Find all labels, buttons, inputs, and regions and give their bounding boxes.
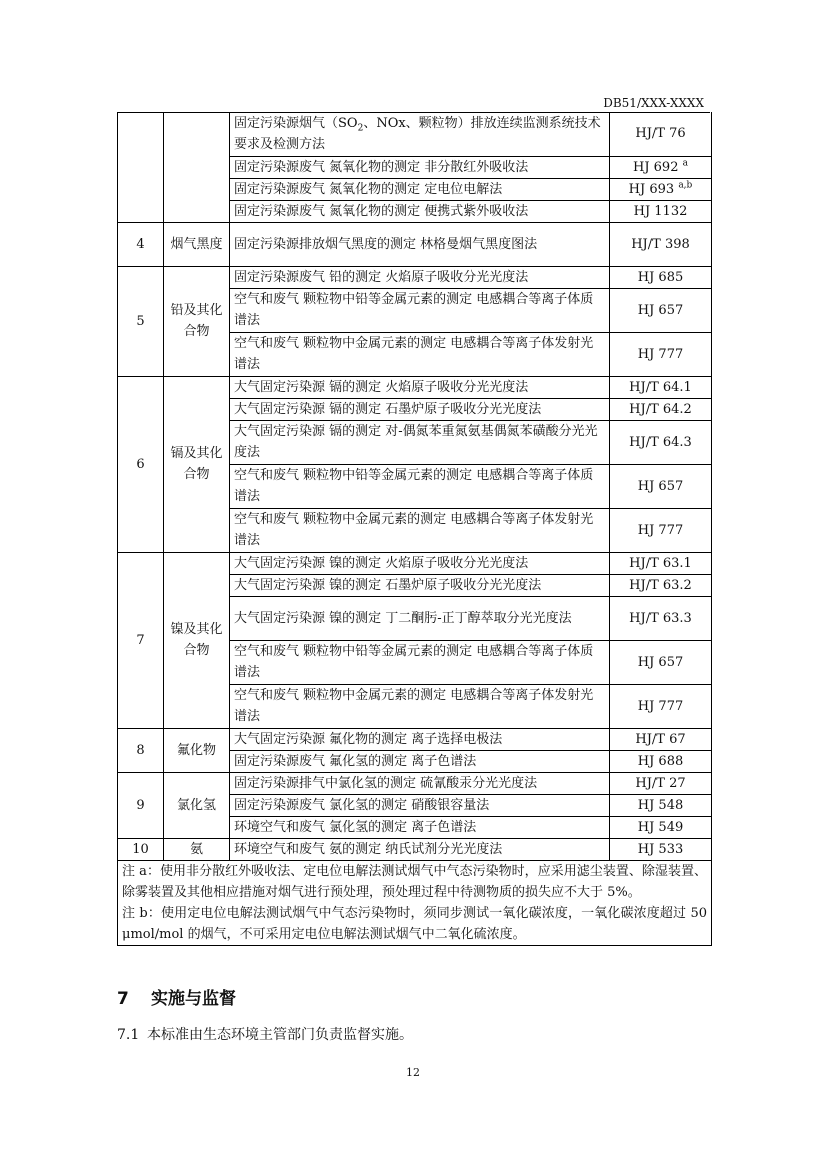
item-cell: 镉及其化合物 [164, 376, 230, 552]
method-cell: 固定污染源废气 氟化氢的测定 离子色谱法 [230, 750, 610, 772]
standard-code-cell: HJ 693 $^{a,b}$ [610, 178, 712, 200]
method-cell: 环境空气和废气 氨的测定 纳氏试剂分光光度法 [230, 838, 610, 860]
table-row [118, 376, 712, 398]
table-row [118, 266, 712, 288]
standard-code-cell: HJ/T 67 [610, 728, 712, 750]
row-number-cell: 6 [118, 376, 164, 552]
method-cell: 固定污染源烟气（$SO_2$、NOx、颗粒物）排放连续监测系统技术要求及检测方法 [230, 112, 610, 156]
row-number-cell [118, 112, 164, 222]
standard-code-cell: HJ/T 63.1 [610, 552, 712, 574]
method-cell: 空气和废气 颗粒物中金属元素的测定 电感耦合等离子体发射光谱法 [230, 508, 610, 552]
row-number-cell: 9 [118, 772, 164, 838]
table-row [118, 552, 712, 574]
standard-code-cell: HJ 1132 [610, 200, 712, 222]
section-heading [117, 984, 236, 1009]
standard-code-cell: HJ 777 [610, 332, 712, 376]
item-cell: 氯化氢 [164, 772, 230, 838]
row-number-cell: 4 [118, 222, 164, 266]
item-cell: 铅及其化合物 [164, 266, 230, 376]
section-title: 实施与监督 [151, 989, 236, 1009]
note-b: 注 b：使用定电位电解法测试烟气中气态污染物时，须同步测试一氧化碳浓度，一氧化碳浓度超过 50 μmol/mol 的烟气，不可采用定电位电解法测试烟气中二氧化硫浓度。 [122, 905, 707, 942]
standard-code-cell: HJ/T 63.2 [610, 574, 712, 596]
method-cell: 空气和废气 颗粒物中铅等金属元素的测定 电感耦合等离子体质谱法 [230, 464, 610, 508]
standard-code-cell: HJ 657 [610, 464, 712, 508]
row-number-cell: 5 [118, 266, 164, 376]
method-table [117, 112, 712, 946]
table-notes-row [118, 860, 712, 945]
clause-number: 7.1 [117, 1027, 140, 1043]
standard-code-cell: HJ/T 76 [610, 112, 712, 156]
page-number: 12 [406, 1066, 420, 1079]
method-cell: 大气固定污染源 镍的测定 火焰原子吸收分光光度法 [230, 552, 610, 574]
method-cell: 环境空气和废气 氯化氢的测定 离子色谱法 [230, 816, 610, 838]
standard-code-cell: HJ 692 $^a$ [610, 156, 712, 178]
standard-code-cell: HJ 685 [610, 266, 712, 288]
method-cell: 大气固定污染源 镍的测定 丁二酮肟-正丁醇萃取分光光度法 [230, 596, 610, 640]
document-code: DB51/XXX-XXXX [603, 96, 704, 110]
standard-code-cell: HJ 777 [610, 508, 712, 552]
clause-text: 本标准由生态环境主管部门负责监督实施。 [147, 1027, 413, 1043]
method-cell: 固定污染源废气 氮氧化物的测定 定电位电解法 [230, 178, 610, 200]
standard-code-cell: HJ 657 [610, 640, 712, 684]
method-cell: 空气和废气 颗粒物中金属元素的测定 电感耦合等离子体发射光谱法 [230, 332, 610, 376]
table-row [118, 222, 712, 266]
table-notes [118, 860, 712, 945]
table-row [118, 112, 712, 156]
clause-7-1 [117, 1024, 413, 1044]
method-cell: 空气和废气 颗粒物中金属元素的测定 电感耦合等离子体发射光谱法 [230, 684, 610, 728]
method-cell: 固定污染源废气 氯化氢的测定 硝酸银容量法 [230, 794, 610, 816]
standard-code-cell: HJ 548 [610, 794, 712, 816]
method-cell: 大气固定污染源 氟化物的测定 离子选择电极法 [230, 728, 610, 750]
standard-code-cell: HJ 549 [610, 816, 712, 838]
table-row [118, 728, 712, 750]
table-row [118, 772, 712, 794]
item-cell: 氟化物 [164, 728, 230, 772]
table-row [118, 838, 712, 860]
standard-code-cell: HJ 777 [610, 684, 712, 728]
standard-code-cell: HJ/T 398 [610, 222, 712, 266]
item-cell: 镍及其化合物 [164, 552, 230, 728]
method-cell: 大气固定污染源 镉的测定 对-偶氮苯重氮氨基偶氮苯磺酸分光光度法 [230, 420, 610, 464]
note-a: 注 a：使用非分散红外吸收法、定电位电解法测试烟气中气态污染物时，应采用滤尘装置、除湿装置、除雾装置及其他相应措施对烟气进行预处理，预处理过程中待测物质的损失应不大于 5%。 [122, 863, 707, 900]
method-cell: 空气和废气 颗粒物中铅等金属元素的测定 电感耦合等离子体质谱法 [230, 288, 610, 332]
standard-code-cell: HJ/T 64.3 [610, 420, 712, 464]
method-cell: 固定污染源废气 氮氧化物的测定 非分散红外吸收法 [230, 156, 610, 178]
section-number: 7 [117, 989, 129, 1009]
standard-code-cell: HJ/T 27 [610, 772, 712, 794]
standard-code-cell: HJ 688 [610, 750, 712, 772]
standard-code-cell: HJ/T 64.1 [610, 376, 712, 398]
row-number-cell: 7 [118, 552, 164, 728]
item-cell [164, 112, 230, 222]
method-cell: 固定污染源废气 氮氧化物的测定 便携式紫外吸收法 [230, 200, 610, 222]
method-cell: 固定污染源废气 铅的测定 火焰原子吸收分光光度法 [230, 266, 610, 288]
method-cell: 大气固定污染源 镉的测定 石墨炉原子吸收分光光度法 [230, 398, 610, 420]
standard-code-cell: HJ 657 [610, 288, 712, 332]
standard-code-cell: HJ/T 63.3 [610, 596, 712, 640]
item-cell: 烟气黑度 [164, 222, 230, 266]
method-cell: 固定污染源排放烟气黑度的测定 林格曼烟气黑度图法 [230, 222, 610, 266]
standard-code-cell: HJ 533 [610, 838, 712, 860]
row-number-cell: 8 [118, 728, 164, 772]
item-cell: 氨 [164, 838, 230, 860]
standard-code-cell: HJ/T 64.2 [610, 398, 712, 420]
row-number-cell: 10 [118, 838, 164, 860]
method-cell: 空气和废气 颗粒物中铅等金属元素的测定 电感耦合等离子体质谱法 [230, 640, 610, 684]
method-cell: 大气固定污染源 镍的测定 石墨炉原子吸收分光光度法 [230, 574, 610, 596]
method-cell: 大气固定污染源 镉的测定 火焰原子吸收分光光度法 [230, 376, 610, 398]
method-cell: 固定污染源排气中氯化氢的测定 硫氰酸汞分光光度法 [230, 772, 610, 794]
